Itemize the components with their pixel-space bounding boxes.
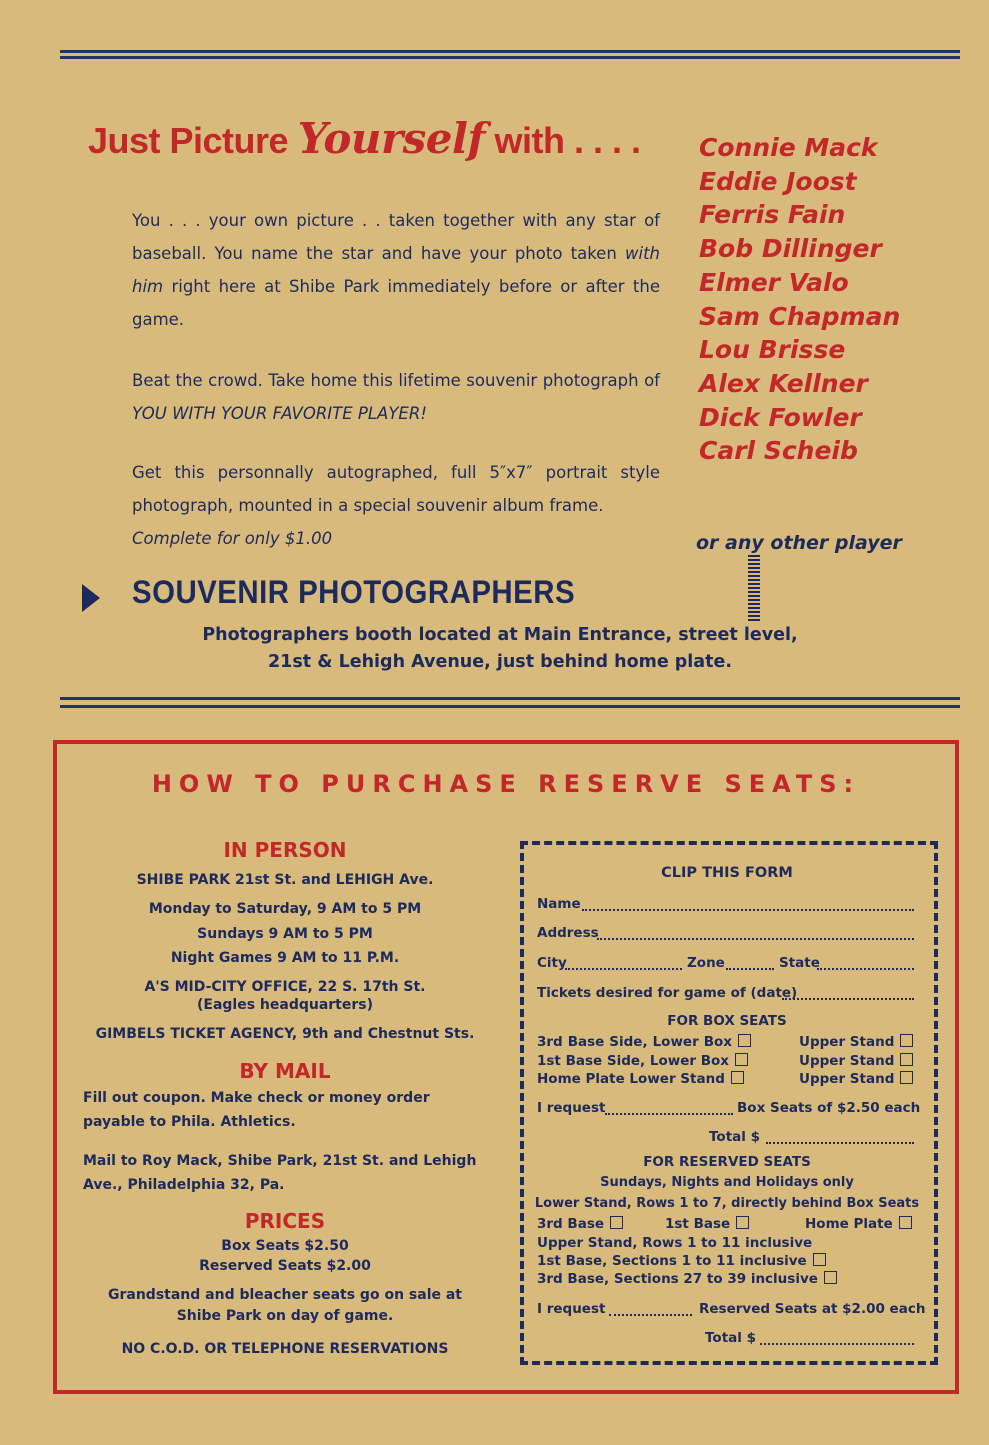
checkbox[interactable] (824, 1271, 837, 1284)
reserved-total-field[interactable] (760, 1343, 914, 1345)
box-total-label: Total $ (709, 1129, 760, 1145)
city-label: City (537, 955, 567, 971)
player-name: Ferris Fain (699, 200, 846, 230)
box-option[interactable]: 1st Base Side, Lower Box (537, 1053, 751, 1069)
mail-instructions: Fill out coupon. Make check or money order payable to Phila. Athletics. (83, 1090, 430, 1130)
in-person-line: Sundays 9 AM to 5 PM (197, 926, 373, 942)
player-name: Eddie Joost (699, 166, 857, 196)
form-title: CLIP THIS FORM (661, 865, 793, 881)
name-label: Name (537, 896, 581, 912)
state-field[interactable] (817, 968, 914, 970)
top-divider (60, 50, 960, 53)
reserved-quantity-field[interactable] (609, 1314, 692, 1316)
checkbox[interactable] (738, 1034, 751, 1047)
in-person-line: GIMBELS TICKET AGENCY, 9th and Chestnut Sts. (95, 1026, 475, 1042)
booth-location: Photographers booth located at Main Entrance, street level, 21st & Lehigh Avenue, just behind home plate. (202, 625, 798, 672)
checkbox[interactable] (731, 1071, 744, 1084)
prices-heading: PRICES (244, 1209, 326, 1233)
in-person-line: SHIBE PARK 21st St. and LEHIGH Ave. (136, 872, 434, 888)
city-field[interactable] (565, 968, 682, 970)
checkbox[interactable] (899, 1216, 912, 1229)
checkbox[interactable] (900, 1071, 913, 1084)
player-name: Sam Chapman (699, 301, 901, 331)
third-base-option[interactable]: 3rd Base (537, 1216, 623, 1232)
headline-part2: with . . . . (484, 120, 641, 161)
box-option[interactable]: Home Plate Lower Stand (537, 1071, 751, 1087)
souvenir-heading: SOUVENIR PHOTOGRAPHERS (132, 574, 576, 610)
checkbox[interactable] (900, 1034, 913, 1047)
sections-option[interactable]: 1st Base, Sections 1 to 11 inclusive (537, 1253, 826, 1269)
in-person-line: A'S MID-CITY OFFICE, 22 S. 17th St. (144, 979, 426, 995)
date-field[interactable] (782, 998, 914, 1000)
state-label: State (779, 955, 820, 971)
headline (88, 114, 640, 163)
reserved-request-label: I request (537, 1301, 606, 1317)
price-line: Reserved Seats $2.00 (199, 1258, 371, 1274)
player-list (699, 131, 900, 468)
in-person-heading: IN PERSON (223, 838, 347, 862)
price-note: Shibe Park on day of game. (176, 1308, 394, 1324)
reserved-total-label: Total $ (705, 1330, 756, 1346)
player-name: Dick Fowler (699, 402, 862, 432)
address-label: Address (537, 925, 599, 941)
intro-paragraph: You . . . your own picture . . taken together with any star of baseball. You name the star and have your photo taken with him right here at Shibe Park immediately before or after the game. (132, 211, 660, 329)
upper-option[interactable]: Upper Stand (799, 1071, 913, 1087)
reserved-seats-heading: FOR RESERVED SEATS (643, 1154, 811, 1170)
in-person-line: (Eagles headquarters) (196, 997, 374, 1013)
reserved-price-label: Reserved Seats at $2.00 each (699, 1301, 926, 1317)
price-line: Box Seats $2.50 (221, 1238, 349, 1254)
checkbox[interactable] (736, 1216, 749, 1229)
player-name: Alex Kellner (699, 368, 868, 398)
autograph-paragraph: Get this personnally autographed, full 5″x7″ portrait style photograph, mounted in a special souvenir album frame. Complete for only $1.00 (132, 463, 660, 548)
arrow-icon (82, 584, 100, 612)
decorative-stripes (748, 555, 760, 623)
upper-option[interactable]: Upper Stand (799, 1053, 913, 1069)
headline-part1: Just Picture (88, 120, 298, 161)
reserved-note: Sundays, Nights and Holidays only (600, 1175, 854, 1190)
checkbox[interactable] (813, 1253, 826, 1266)
by-mail-heading: BY MAIL (239, 1059, 331, 1083)
date-label: Tickets desired for game of (date) (537, 985, 798, 1001)
player-name: Lou Brisse (699, 335, 846, 365)
checkbox[interactable] (610, 1216, 623, 1229)
upper-option[interactable]: Upper Stand (799, 1034, 913, 1050)
price-note: Grandstand and bleacher seats go on sale at (107, 1287, 462, 1303)
sections-option[interactable]: 3rd Base, Sections 27 to 39 inclusive (537, 1271, 837, 1287)
headline-script: Yourself (297, 114, 485, 163)
zone-field[interactable] (726, 968, 774, 970)
box-total-field[interactable] (766, 1142, 914, 1144)
address-field[interactable] (597, 938, 914, 940)
box-request-label: I request (537, 1100, 606, 1116)
purchase-title: HOW TO PURCHASE RESERVE SEATS: (151, 770, 861, 798)
checkbox[interactable] (735, 1053, 748, 1066)
in-person-line: Monday to Saturday, 9 AM to 5 PM (148, 901, 422, 917)
player-name: Carl Scheib (699, 436, 858, 466)
middle-divider-2 (60, 705, 960, 708)
player-name: Connie Mack (699, 133, 878, 162)
box-price-label: Box Seats of $2.50 each (737, 1100, 921, 1116)
any-player-text: or any other player (696, 532, 902, 554)
player-name: Elmer Valo (699, 267, 849, 297)
crowd-paragraph: Beat the crowd. Take home this lifetime souvenir photograph of YOU WITH YOUR FAVORITE PLAYER! (132, 371, 660, 423)
box-seats-heading: FOR BOX SEATS (667, 1013, 787, 1029)
no-cod-note: NO C.O.D. OR TELEPHONE RESERVATIONS (121, 1341, 449, 1357)
mail-address: Mail to Roy Mack, Shibe Park, 21st St. and Lehigh Ave., Philadelphia 32, Pa. (83, 1153, 477, 1193)
home-plate-option[interactable]: Home Plate (805, 1216, 912, 1232)
checkbox[interactable] (900, 1053, 913, 1066)
player-name: Bob Dillinger (699, 234, 882, 264)
first-base-option[interactable]: 1st Base (665, 1216, 749, 1232)
middle-divider (60, 697, 960, 700)
box-option[interactable]: 3rd Base Side, Lower Box (537, 1034, 751, 1050)
name-field[interactable] (582, 909, 914, 911)
lower-stand-note: Lower Stand, Rows 1 to 7, directly behind Box Seats (534, 1196, 920, 1211)
in-person-line: Night Games 9 AM to 11 P.M. (170, 950, 400, 966)
box-quantity-field[interactable] (605, 1113, 733, 1115)
top-divider-2 (60, 56, 960, 59)
upper-stand-note: Upper Stand, Rows 1 to 11 inclusive (537, 1235, 813, 1251)
zone-label: Zone (687, 955, 725, 971)
